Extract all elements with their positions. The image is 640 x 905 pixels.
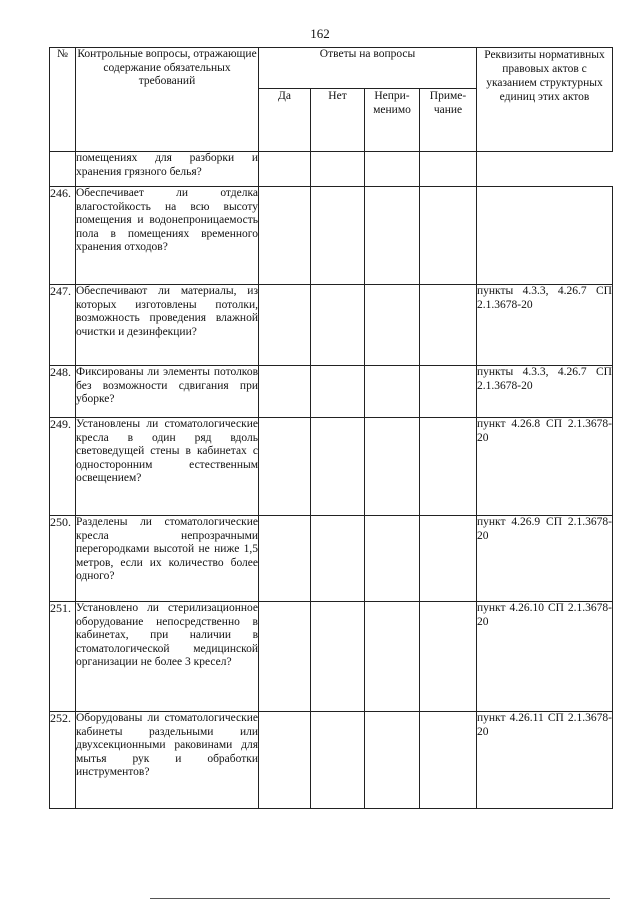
answer-na-cell[interactable] [365, 712, 420, 809]
header-note [420, 89, 477, 152]
row-question: Фиксированы ли элементы потолков без возможности сдвигания при уборке? [76, 366, 259, 418]
answer-na-cell[interactable] [365, 418, 420, 516]
row-question: Обеспечивает ли отделка влагостойкость на всю высоту помещения и водонепроницаемость пола в помещениях временного хранения отходов? [76, 187, 259, 285]
row-requisites: пункт 4.26.8 СП 2.1.3678-20 [477, 418, 613, 516]
answer-no-cell[interactable] [311, 602, 365, 712]
row-number: 247. [50, 285, 76, 366]
answer-note-cell[interactable] [420, 712, 477, 809]
row-question: Установлены ли стоматологические кресла в один ряд вдоль световедущей стены в кабинетах с односторонним естественным освещением? [76, 418, 259, 516]
header-yes: Да [259, 89, 311, 152]
header-answers: Ответы на вопросы [259, 48, 477, 89]
answer-na-cell[interactable] [365, 602, 420, 712]
answer-note-cell[interactable] [420, 187, 477, 285]
answer-yes-cell[interactable] [259, 418, 311, 516]
row-requisites: пункт 4.26.10 СП 2.1.3678-20 [477, 602, 613, 712]
row-question: Разделены ли стоматологические кресла непрозрачными перегородками высотой не ниже 1,5 метров, если их количество более одного? [76, 516, 259, 602]
answer-yes-cell[interactable] [259, 712, 311, 809]
header-row [50, 48, 613, 89]
answer-no-cell[interactable] [311, 152, 365, 187]
row-number [50, 152, 76, 187]
answer-note-cell[interactable] [420, 366, 477, 418]
header-no: Нет [311, 89, 365, 152]
row-number: 250. [50, 516, 76, 602]
row-question: Обеспечивают ли материалы, из которых изготовлены потолки, возможность проведения влажной очистки и дезинфекции? [76, 285, 259, 366]
row-question: Установлено ли стерилизационное оборудование непосредственно в кабинетах, при наличии в стоматологической медицинской организации не более 3 кресел? [76, 602, 259, 712]
answer-no-cell[interactable] [311, 366, 365, 418]
row-question: Оборудованы ли стоматологические кабинеты раздельными или двухсекционными раковинами для мытья рук и обработки инструментов? [76, 712, 259, 809]
answer-note-cell[interactable] [420, 152, 477, 187]
page-number: 162 [310, 26, 330, 41]
row-number: 249. [50, 418, 76, 516]
row-requisites: пункт 4.26.9 СП 2.1.3678-20 [477, 516, 613, 602]
answer-no-cell[interactable] [311, 418, 365, 516]
answer-yes-cell[interactable] [259, 602, 311, 712]
answer-note-cell[interactable] [420, 516, 477, 602]
row-question: помещениях для разборки и хранения грязного белья? [76, 152, 259, 187]
answer-yes-cell[interactable] [259, 152, 311, 187]
answer-yes-cell[interactable] [259, 187, 311, 285]
answer-na-cell[interactable] [365, 366, 420, 418]
header-question: Контрольные вопросы, отражающие содержание обязательных требований [76, 48, 259, 152]
row-requisites [477, 187, 613, 285]
table-row [50, 516, 613, 602]
answer-na-cell[interactable] [365, 187, 420, 285]
answer-note-cell[interactable] [420, 418, 477, 516]
row-number: 252. [50, 712, 76, 809]
header-not-applicable-text: Непри- менимо [373, 90, 411, 116]
answer-note-cell[interactable] [420, 285, 477, 366]
header-num: № [50, 48, 76, 152]
table-row [50, 418, 613, 516]
header-requisites: Реквизиты нормативных правовых актов с указанием структурных единиц этих актов [477, 48, 613, 152]
table-row [50, 187, 613, 285]
row-number: 246. [50, 187, 76, 285]
answer-note-cell[interactable] [420, 602, 477, 712]
row-number: 248. [50, 366, 76, 418]
header-note-text: Приме- чание [429, 90, 467, 116]
table-row [50, 152, 613, 187]
answer-yes-cell[interactable] [259, 516, 311, 602]
answer-yes-cell[interactable] [259, 285, 311, 366]
answer-no-cell[interactable] [311, 285, 365, 366]
checklist-table [49, 47, 613, 809]
table-row [50, 712, 613, 809]
answer-na-cell[interactable] [365, 285, 420, 366]
answer-na-cell[interactable] [365, 516, 420, 602]
row-number: 251. [50, 602, 76, 712]
page-bottom-rule [150, 898, 610, 899]
answer-no-cell[interactable] [311, 712, 365, 809]
table-row [50, 285, 613, 366]
row-requisites: пункты 4.3.3, 4.26.7 СП 2.1.3678-20 [477, 285, 613, 366]
answer-no-cell[interactable] [311, 187, 365, 285]
table-row [50, 366, 613, 418]
row-requisites: пункты 4.3.3, 4.26.7 СП 2.1.3678-20 [477, 366, 613, 418]
answer-no-cell[interactable] [311, 516, 365, 602]
header-not-applicable [365, 89, 420, 152]
table-row [50, 602, 613, 712]
answer-na-cell[interactable] [365, 152, 420, 187]
row-requisites: пункт 4.26.11 СП 2.1.3678-20 [477, 712, 613, 809]
answer-yes-cell[interactable] [259, 366, 311, 418]
